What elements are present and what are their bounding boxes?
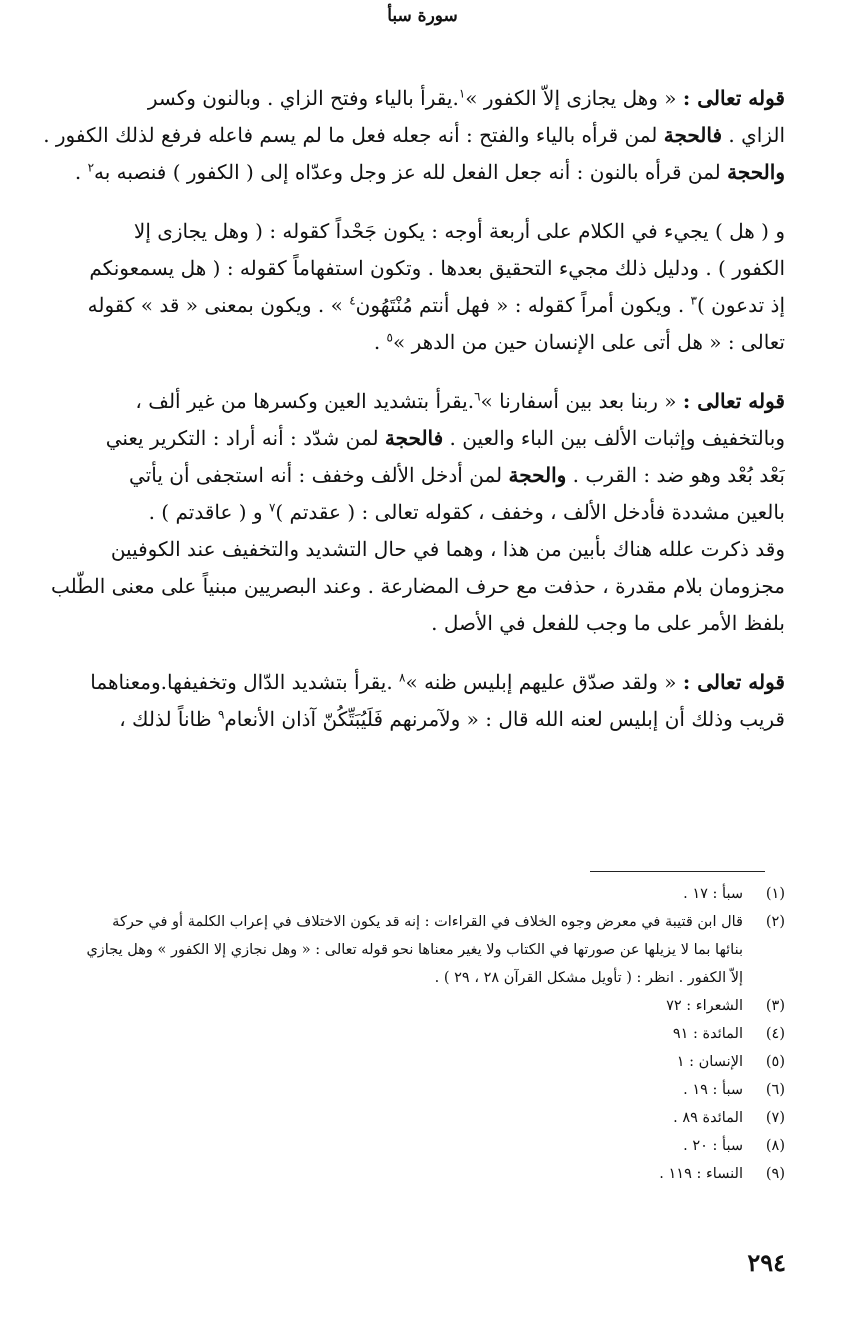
footnote-text: الإنسان : ١ (676, 1054, 743, 1070)
text-line (40, 117, 785, 154)
footnote-marker: ٤ (349, 293, 356, 308)
text-line (40, 250, 785, 287)
footnote-item (40, 880, 785, 908)
line-text: الزاي . (722, 123, 785, 147)
footnote-text: قال ابن قتيبة في معرض وجوه الخلاف في القراءات : إنه قد يكون الاختلاف في إعراب الكلمة أو في حركة (112, 914, 743, 930)
text-line (40, 154, 785, 191)
footnote-marker: ٧ (268, 500, 276, 515)
footnote-item (40, 908, 785, 936)
main-text (40, 80, 785, 760)
paragraph (40, 664, 785, 738)
page-number: ٢٩٤ (747, 1248, 786, 1277)
paragraph (40, 80, 785, 191)
footnote-item (40, 1020, 785, 1048)
footnote-marker: ٣ (690, 293, 697, 308)
footnote-number: (٨) (765, 1138, 785, 1154)
footnote-number: (٧) (765, 1110, 785, 1126)
footnote-item (40, 1132, 785, 1160)
footnote-number: (٩) (765, 1166, 785, 1182)
line-text: .يقرأ بالياء وفتح الزاي . وبالنون وكسر (147, 86, 459, 110)
keyword-bold: والحجة (508, 463, 567, 487)
line-text: لمن أدخل الألف وخفف : أنه استجفى أن يأتي (129, 463, 509, 487)
line-text: وقد ذكرت علله هناك بأبين من هذا ، وهما في حال التشديد والتخفيف عند الكوفيين (110, 537, 785, 561)
line-text: و ( عاقدتم ) . (148, 500, 269, 524)
line-text: تعالى : « هل أتى على الإنسان حين من الدهر » (392, 330, 785, 354)
text-line (40, 664, 785, 701)
keyword-bold: فالحجة (384, 426, 444, 450)
keyword-bold: قوله تعالى : (682, 389, 785, 413)
keyword-bold: قوله تعالى : (682, 86, 785, 110)
text-line (40, 383, 785, 420)
footnote-number: (٣) (765, 998, 785, 1014)
text-line (40, 531, 785, 568)
text-line (40, 213, 785, 250)
line-text: مجزومان بلام مقدرة ، حذفت مع حرف المضارعة . وعند البصريين مبنياً على معنى الطّلب (50, 574, 785, 598)
line-text: « ربنا بعد بين أسفارنا » (480, 389, 683, 413)
paragraph (40, 213, 785, 361)
page-header-surah-title: سورة سبأ (387, 6, 458, 26)
line-text: قريب وذلك أن إبليس لعنه الله قال : « ولآمرنهم فَلَيُبَتِّكُنّ آذان الأنعام (224, 707, 785, 731)
text-line (40, 287, 785, 324)
line-text: بلفظ الأمر على ما وجب للفعل في الأصل . (431, 611, 785, 635)
line-text: إذ تدعون ) (697, 293, 785, 317)
footnote-item (40, 992, 785, 1020)
line-text: .يقرأ بتشديد العين وكسرها من غير ألف ، (135, 389, 475, 413)
footnote-item (40, 1104, 785, 1132)
footnote-marker: ٢ (87, 160, 95, 175)
footnote-separator-rule (590, 871, 765, 872)
text-line (40, 568, 785, 605)
footnote-marker: ٦ (474, 389, 481, 404)
footnote-text: المائدة ٨٩ . (673, 1110, 743, 1126)
text-line (40, 457, 785, 494)
footnote-number: (٦) (765, 1082, 785, 1098)
footnote-marker: ٩ (217, 707, 225, 722)
text-line (40, 701, 785, 738)
footnote-marker: ١ (458, 86, 466, 101)
footnote-text: النساء : ١١٩ . (659, 1166, 743, 1182)
footnote-number: (١) (765, 886, 785, 902)
line-text: . (74, 160, 88, 184)
footnote-text: المائدة : ٩١ (672, 1026, 743, 1042)
keyword-bold: قوله تعالى : (682, 670, 785, 694)
line-text: لمن قرأه بالياء والفتح : أنه جعله فعل ما لم يسم فاعله فرفع لذلك الكفور . (43, 123, 664, 147)
line-text: « وهل يجازى إلاّ الكفور » (465, 86, 683, 110)
footnote-text: الشعراء : ٧٢ (666, 998, 743, 1014)
footnote-text: سبأ : ٢٠ . (683, 1138, 743, 1154)
footnote-text: سبأ : ١٩ . (683, 1082, 743, 1098)
footnote-marker: ٥ (386, 330, 393, 345)
line-text: » . ويكون بمعنى « قد » كقوله (87, 293, 350, 317)
footnote-number: (٢) (765, 914, 785, 930)
line-text: « ولقد صدّق عليهم إبليس ظنه » (405, 670, 683, 694)
line-text: .يقرأ بتشديد الدّال وتخفيفها.ومعناهما (90, 670, 400, 694)
line-text: لمن شدّد : أنه أراد : التكرير يعني (105, 426, 385, 450)
footnote-text-continued: بنائها بما لا يزيلها عن صورتها في الكتاب ولا يغير معناها نحو قوله تعالى : « وهل نجازي إلا الكفور » وهل يجازي (86, 942, 743, 958)
line-text: ظاناً لذلك ، (119, 707, 218, 731)
line-text: بالعين مشددة فأدخل الألف ، وخفف ، كقوله تعالى : ( عقدتم ) (275, 500, 785, 524)
footnote-item (40, 1076, 785, 1104)
footnotes-section (40, 880, 785, 1188)
line-text: . ويكون أمراً كقوله : « فهل أنتم مُنْتَهُون (355, 293, 691, 317)
text-line (40, 605, 785, 642)
keyword-bold: والحجة (727, 160, 785, 184)
text-line (40, 494, 785, 531)
footnote-text-continued: إلاّ الكفور . انظر : ( تأويل مشكل القرآن ٢٨ ، ٢٩ ) . (434, 970, 743, 986)
line-text: و ( هل ) يجيء في الكلام على أربعة أوجه : يكون جَحْداً كقوله : ( وهل يجازى إلا (133, 219, 785, 243)
footnote-item (40, 1160, 785, 1188)
footnote-item (40, 1048, 785, 1076)
paragraph (40, 383, 785, 642)
footnote-text: سبأ : ١٧ . (683, 886, 743, 902)
line-text: وبالتخفيف وإثبات الألف بين الباء والعين . (443, 426, 785, 450)
text-line (40, 324, 785, 361)
footnote-marker: ٨ (399, 670, 406, 685)
footnote-number: (٥) (765, 1054, 785, 1070)
text-line (40, 80, 785, 117)
keyword-bold: فالحجة (663, 123, 723, 147)
line-text: الكفور ) . ودليل ذلك مجيء التحقيق بعدها . وتكون استفهاماً كقوله : ( هل يسمعونكم (89, 256, 785, 280)
line-text: بَعْد بُعْد وهو ضد : القرب . (566, 463, 785, 487)
text-line (40, 420, 785, 457)
line-text: لمن قرأه بالنون : أنه جعل الفعل لله عز وجل وعدّاه إلى ( الكفور ) فنصبه به (94, 160, 728, 184)
footnote-number: (٤) (765, 1026, 785, 1042)
line-text: . (373, 330, 387, 354)
